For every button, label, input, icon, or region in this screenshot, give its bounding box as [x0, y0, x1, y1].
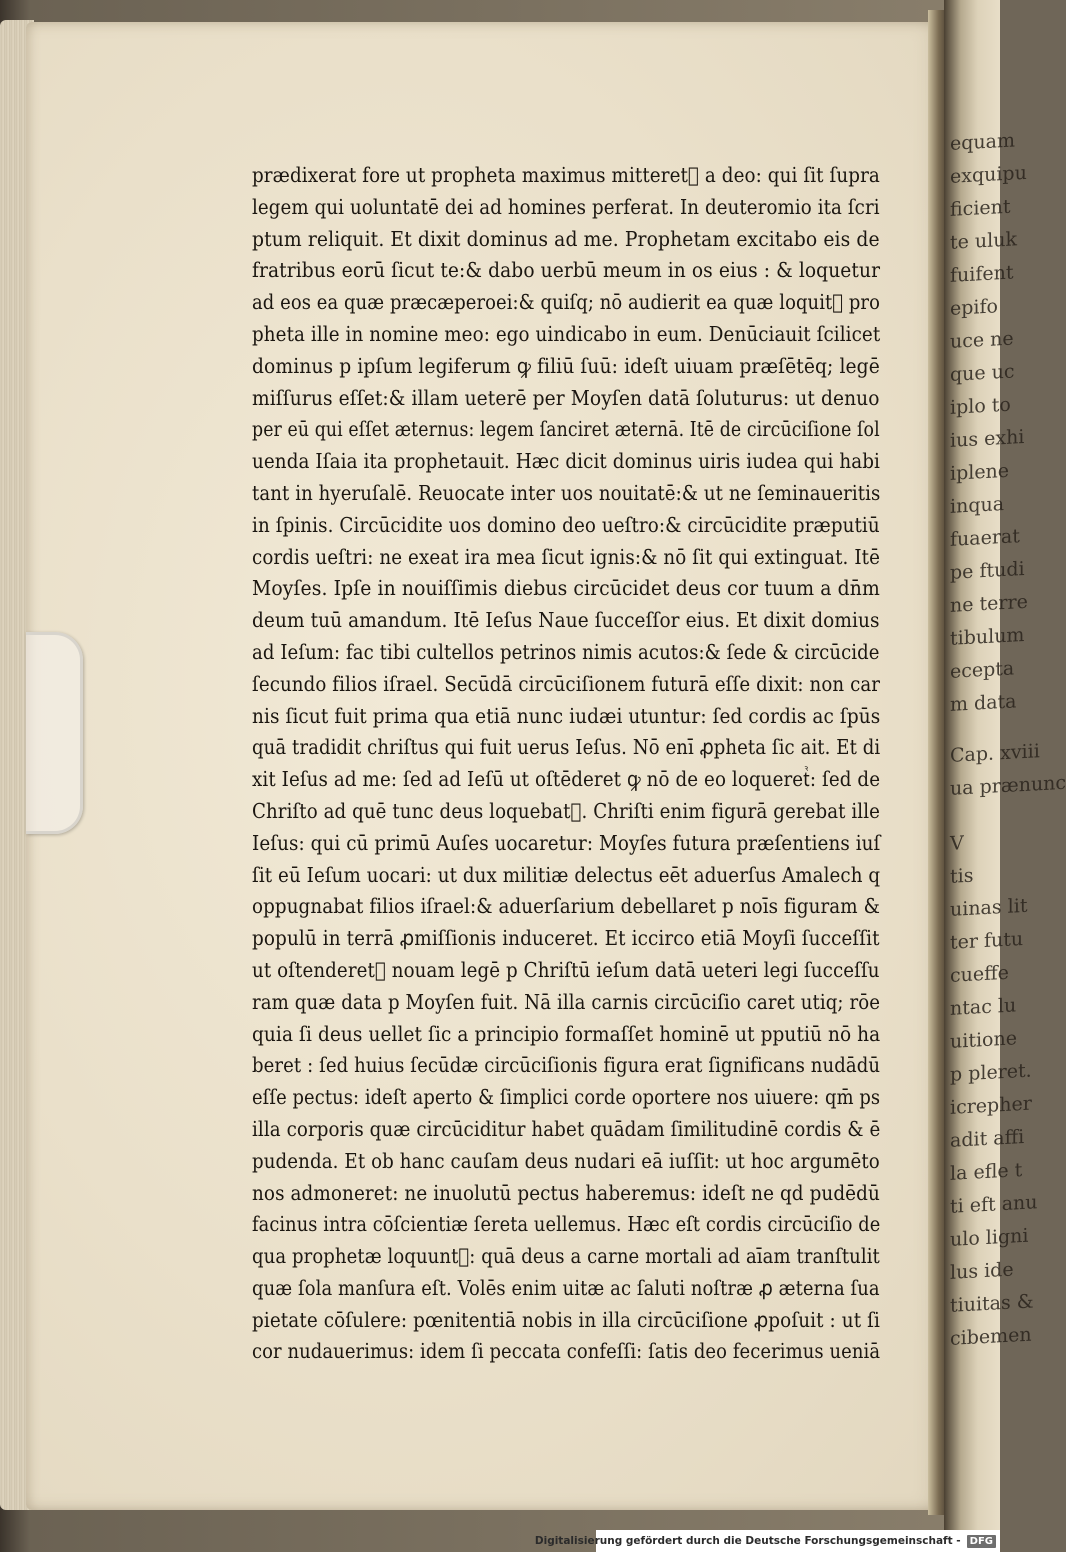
funding-note: Digitalisierung gefördert durch die Deutsche Forschungsgemeinschaft - — [534, 1535, 961, 1547]
facing-page-fragment: ne terre — [950, 590, 1028, 617]
text-line: Moyſes. Ipſe in nouiſſimis diebus circūcidet deus cor tuum a dn̄m — [252, 576, 880, 601]
facing-page-fragment: ter futu — [950, 928, 1024, 954]
text-line: qua prophetæ loquuntᷣ: quā deus a carne mortali ad aīam tranſtulit — [252, 1244, 880, 1269]
facing-page-fragment: cueffe — [950, 961, 1009, 987]
facing-page-fragment: fuifent — [950, 261, 1014, 287]
facing-page-fragment: uce ne — [950, 327, 1014, 353]
facing-page-fragment: ulo ligni — [950, 1224, 1029, 1251]
text-line: facinus intra cōſcientiæ ſereta uellemus. Hæc eſt cordis circūciſio de — [252, 1212, 881, 1237]
facing-page-fragment: tibulum — [950, 623, 1025, 650]
text-line: Ieſus: qui cū primū Auſes uocaretur: Moyſes futura præſentiens iuſ — [252, 830, 881, 855]
text-line: prædixerat fore ut propheta maximus mitteretᷣ a deo: qui ſit ſupra — [252, 163, 880, 187]
facing-page-fragment: tiuitas & — [950, 1290, 1034, 1317]
facing-page — [944, 0, 1066, 1552]
text-line: pietate cōſulere: pœnitentiā nobis in illa circūciſione ꝓpoſuit : ut ſi — [252, 1307, 880, 1332]
facing-page-fragment: adit affi — [950, 1125, 1025, 1152]
text-line: pheta ille in nomine meo: ego uindicabo in eum. Denūciauit ſcilicet — [252, 321, 881, 346]
facing-page-fragment: ti eft anu — [950, 1191, 1038, 1218]
text-line: deum tuū amandum. Itē Ieſus Naue ſucceſſor eius. Et dixit domius — [252, 608, 880, 633]
text-line: ram quæ data p Moyſen fuit. Nā illa carnis circūciſio caret utiq; rōe — [252, 989, 881, 1014]
text-line: quā tradidit chriſtus qui fuit uerus Ieſus. Nō enī ꝓpheta ſic ait. Et di — [252, 735, 881, 760]
text-line: illa corporis quæ circūciditur habet quādam ſimilitudinē cordis & ē — [252, 1116, 881, 1141]
text-line: dominus p ipſum legiferum ꝙ filiū ſuū: ideſt uiuam præſētēq; legē — [252, 353, 880, 378]
facing-page-fragment: inqua — [950, 493, 1005, 518]
facing-page-fragment: ntac lu — [950, 994, 1017, 1020]
text-line: pudenda. Et ob hanc cauſam deus nudari eā iuſſit: ut hoc argumēto — [252, 1148, 880, 1173]
facing-page-fragment: p pleret. — [950, 1059, 1032, 1086]
text-line: eſſe pectus: ideſt aperto & ſimplici corde oportere nos uiuere: qm̄ ps — [252, 1085, 881, 1110]
text-line: legem qui uoluntatē dei ad homines perferat. In deuteromio ita ſcri — [252, 194, 880, 219]
text-line: cor nudauerimus: idem ſi peccata confeſſi: ſatis deo fecerimus ueniā — [252, 1339, 881, 1364]
text-line: ad Ieſum: fac tibi cultellos petrinos nimis acutos:& ſede & circūcide — [252, 639, 880, 664]
facing-page-fragment: la efle t — [950, 1159, 1023, 1185]
text-line: beret : ſed huius ſecūdæ circūciſionis figura erat ſignificans nudādū — [252, 1053, 881, 1078]
text-line: xit Ieſus ad me: ſed ad Ieſū ut oſtēderet ꝙ nō de eo loqueretᷣ: ſed de — [252, 767, 881, 792]
text-line: ptum reliquit. Et dixit dominus ad me. Prophetam excitabo eis de — [252, 226, 880, 251]
facing-page-fragment: ua prænunc — [950, 771, 1066, 800]
facing-page-fragment: iplo to — [950, 393, 1011, 419]
text-line: ſecundo filios iſrael. Secūdā circūciſionem futurā eſſe dixit: non car — [252, 671, 881, 696]
text-line: nos admoneret: ne inuolutū pectus haberemus: ideſt ne qd pudēdū — [252, 1180, 880, 1205]
text-line: nis ſicut fuit prima qua etiā nunc iudæi utuntur: ſed cordis ac ſpūs — [252, 703, 881, 728]
facing-page-fragment: m data — [950, 690, 1017, 716]
facing-page-fragment: que uc — [950, 360, 1015, 386]
text-line: uenda Iſaia ita prophetauit. Hæc dicit dominus uiris iudea qui habi — [252, 449, 880, 474]
main-text-block — [252, 160, 880, 1368]
facing-page-fragment: epifo — [950, 295, 998, 320]
text-line: quæ ſola manſura eſt. Volēs enim uitæ ac ſaluti noſtræ ꝓ æterna ſua — [252, 1275, 880, 1300]
facing-page-fragment: iplene — [950, 459, 1010, 485]
text-line: tant in hyeruſalē. Reuocate inter uos nouitatē:& ut ne ſeminaueritis — [252, 480, 881, 505]
facing-page-fragment: ecepta — [950, 657, 1015, 683]
facing-page-fragment: fuaerat — [950, 525, 1020, 551]
facing-page-fragment: tis — [950, 864, 974, 888]
facing-page-fragment: V — [950, 832, 964, 855]
footer-bar — [534, 1530, 1000, 1552]
facing-page-fragment: icrepher — [950, 1092, 1032, 1119]
facing-page-fragment: equam — [950, 129, 1015, 155]
text-line: cordis ueſtri: ne exeat ira mea ſicut ignis:& nō ſit qui extinguat. Itē — [252, 544, 880, 569]
facing-page-fragment: ficient — [950, 195, 1011, 221]
facing-page-fragment: uitione — [950, 1027, 1017, 1053]
text-line: ad eos ea quæ præcæperoei:& quiſq; nō audierit ea quæ loquitᷣ pro — [252, 290, 880, 315]
facing-page-fragment: cibemen — [950, 1323, 1032, 1350]
facing-page-fragment: ius exhi — [950, 425, 1025, 452]
facing-page-fragment: uinas lit — [950, 894, 1028, 921]
text-line: oppugnabat filios iſrael:& aduerſarium debellaret p noīs figuram & — [252, 894, 880, 919]
text-line: Chriſto ad quē tunc deus loquebatᷣ. Chriſti enim figurā gerebat ille — [252, 798, 880, 823]
text-line: fratribus eorū ſicut te:& dabo uerbū meum in os eius : & loquetur — [252, 258, 881, 283]
dfg-logo-icon: DFG — [967, 1535, 996, 1548]
text-line: ut oſtenderetᷣ nouam legē p Chriſtū ieſum datā ueteri legi ſucceſſu — [252, 957, 880, 982]
text-line: per eū qui eſſet æternus: legem ſanciret æternā. Itē de circūciſione ſol — [252, 417, 880, 442]
facing-page-fragment: exquipu — [950, 161, 1027, 188]
text-line: ſit eū Ieſum uocari: ut dux militiæ delectus eēt aduerſus Amalech q — [252, 862, 881, 887]
text-line: in ſpinis. Circūcidite uos domino deo ueſtro:& circūcidite præputiū — [252, 512, 880, 537]
text-line: populū in terrā ꝓmiſſionis induceret. Et iccirco etiā Moyſi ſucceſſit — [252, 926, 880, 951]
facing-page-fragment: te uluk — [950, 228, 1017, 254]
facing-page-fragment: lus ide — [950, 1258, 1014, 1284]
text-line: quia ſi deus uellet ſic a principio formaſſet hominē ut pputiū nō ha — [252, 1021, 881, 1046]
facing-page-fragment: Cap. xviii — [950, 740, 1040, 767]
text-line: miſſurus eſſet:& illam ueterē per Moyſen datā ſoluturus: ut denuo — [252, 385, 880, 410]
page-clip — [26, 632, 83, 834]
facing-page-fragment: pe ftudi — [950, 557, 1025, 584]
